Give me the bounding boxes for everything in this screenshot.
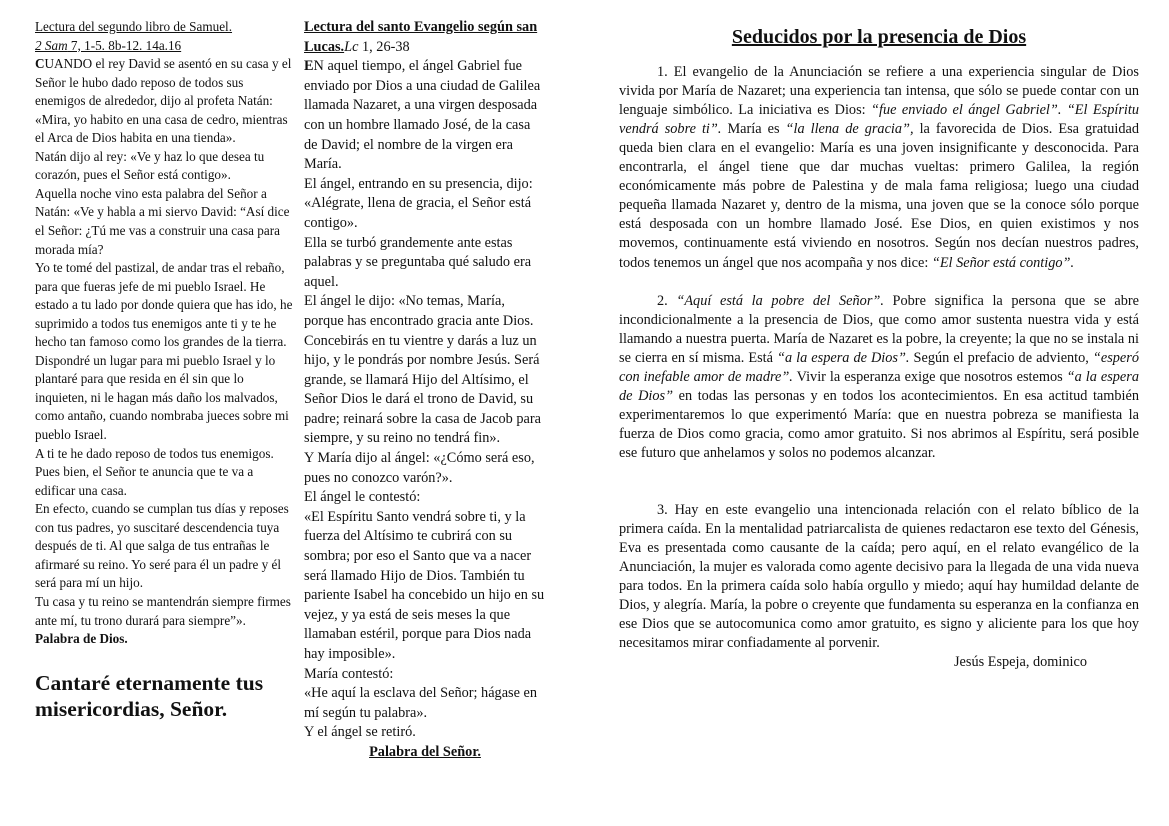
gospel-ref-rest: 1, 26-38: [358, 38, 410, 55]
reflection-author: Jesús Espeja, dominico: [953, 654, 1087, 671]
first-reading-paragraph: En efecto, cuando se cumplan tus días y reposes con tus padres, yo suscitaré descendencia tuya después de ti. Al que salga de tus entrañas le afirmaré su reino. Yo seré para él un padre y él será para mí un hijo.: [35, 501, 289, 591]
first-reading-column: [35, 18, 293, 722]
reflection-paragraph-1: 1. El evangelio de la Anunciación se refiere a una experiencia singular de Dios vivida por María de Nazaret; una experiencia tan intensa, que sólo se puede contar con un lenguaje simbólico. La iniciativa es Dios: “fue enviado el ángel Gabriel”. “El Espíritu vendrá sobre ti”. María es “la llena de gracia”, la favorecida de Dios. Esa gratuidad queda bien clara en el evangelio: María es una joven insignificante y desconocida. Para encontrarla, el ángel tiene que dar muchas vueltas: primero Galilea, la región económicamente más pobre de Palestina y de mala fama religiosa; luego una ciudad pequeña llamada Nazaret y, dentro de la misma, una joven que se la conoce sólo porque está desposada con un hombre llamado José. Ese Dios, en quien existimos y nos movemos, continuamente está viviendo en nosotros. Según nos decían nuestros padres, todos tenemos un ángel que nos acompaña y nos dice: “El Señor está contigo”.: [619, 64, 1139, 271]
gospel-paragraph: «El Espíritu Santo vendrá sobre ti, y la fuerza del Altísimo te cubrirá con su sombra; por eso el Santo que va a nacer será llamado Hijo de Dios. También tu pariente Isabel ha concebido un hijo en su vejez, y ya está de seis meses la que llamaban estéril, porque para Dios nada hay imposible».: [304, 508, 545, 662]
gospel-column: [304, 18, 546, 763]
gospel-paragraph: El ángel le dijo: «No temas, María, porque has encontrado gracia ante Dios. Concebirás en tu vientre y darás a luz un hijo, y le pondrás por nombre Jesús. Será grande, se llamará Hijo del Altísimo, el Señor Dios le dará el trono de David, su padre; reinará sobre la casa de Jacob para siempre, y su reino no tendrá fin».: [304, 293, 541, 447]
first-reading-paragraph: Tu casa y tu reino se mantendrán siempre firmes ante mí, tu trono durará para siempre”».: [35, 593, 291, 628]
gospel-heading: [304, 18, 546, 57]
gospel-paragraph: El ángel, entrando en su presencia, dijo: «Alégrate, llena de gracia, el Señor está contigo».: [304, 175, 533, 231]
reflection-paragraph-3: 3. Hay en este evangelio una intencionada relación con el relato bíblico de la primera caída. En la mentalidad patriarcalista de quienes redactaron ese texto del Génesis, Eva es presentada como causante de la caída; pero aquí, en el relato evangélico de la Anunciación, la mujer es valorada como agente decisivo para la llegada de una vida nueva para todos. En la primera caída solo había orgullo y miedo; aquí hay humildad delante de Dios, y alegría. María, la pobre o creyente que fundamenta su esperanza en la confianza en ese Dios que se autocomunica como amor gratuito, es signo y aliciente para los que hoy necesitamos mirar confiadamente al porvenir.: [619, 501, 1140, 652]
first-reading-paragraph: A ti te he dado reposo de todos tus enemigos. Pues bien, el Señor te anuncia que te va a edificar una casa.: [35, 445, 274, 498]
first-reading-closing: Palabra de Dios.: [35, 631, 128, 647]
psalm-refrain: Cantaré eternamente tus misericordias, Señor.: [35, 670, 264, 721]
gospel-ref-book: Lc: [344, 38, 359, 55]
first-reading-paragraph: Yo te tomé del pastizal, de andar tras el rebaño, para que fueras jefe de mi pueblo Israel. He estado a tu lado por donde quiera que has ido, he suprimido a todos tus enemigos ante ti y te he hecho tan famoso como los grandes de la tierra. Dispondré un lugar para mi pueblo Israel y lo plantaré para que resida en él sin que lo inquieten, ni le hagan más daño los malvados, como antaño, cuando nombraba jueces sobre mi pueblo Israel.: [35, 260, 293, 443]
gospel-paragraph: Y el ángel se retiró.: [304, 724, 416, 741]
gospel-paragraph: Y María dijo al ángel: «¿Cómo será eso, pues no conozco varón?».: [304, 450, 535, 486]
first-reading-paragraph: Natán dijo al rey: «Ve y haz lo que desea tu corazón, pues el Señor está contigo».: [35, 148, 265, 183]
first-reading-paragraph: «Mira, yo habito en una casa de cedro, mientras el Arca de Dios habita en una tienda».: [35, 111, 288, 146]
drop-cap: E: [304, 58, 314, 75]
reflection-title: Seducidos por la presencia de Dios: [731, 26, 1027, 48]
gospel-paragraph: Ella se turbó grandemente ante estas palabras y se preguntaba qué saludo era aquel.: [304, 234, 532, 290]
first-reading-paragraph: CUANDO el rey David se asentó en su casa y el Señor le hubo dado reposo de todos sus enemigos de alrededor, dijo al profeta Natán:: [35, 56, 292, 109]
reflection-column: [619, 18, 1139, 672]
gospel-paragraph: El ángel le contestó:: [304, 489, 421, 506]
gospel-paragraph: «He aquí la esclava del Señor; hágase en mí según tu palabra».: [304, 685, 538, 721]
reflection-paragraph-2: 2. “Aquí está la pobre del Señor”. Pobre significa la persona que se abre incondicionalmente a la presencia de Dios, que como amor sustenta nuestra vida y está llamando a nuestra puerta. María de Nazaret es la pobre, la creyente; la que no se instala ni se cierra en sí misma. Está “a la espera de Dios”. Según el prefacio de adviento, “esperó con inefable amor de madre”. Vivir la esperanza exige que nosotros estemos “a la espera de Dios” en todas las personas y en todos los acontecimientos. En esa actitud también experimentaremos lo que experimentó María: que en nuestra pobreza se manifiesta la fuerza de Dios como gracia, como amor gratuito. Si nos abrimos al Espíritu, será posible ese futuro que anhelamos y solos no podemos alcanzar.: [619, 292, 1140, 461]
gospel-title: Lectura del santo Evangelio según san Lucas.: [304, 19, 538, 55]
first-reading-title: Lectura del segundo libro de Samuel.: [35, 19, 233, 34]
gospel-closing: Palabra del Señor.: [369, 743, 481, 760]
gospel-paragraph: María contestó:: [304, 665, 394, 682]
first-reading-paragraph: Aquella noche vino esta palabra del Señor a Natán: «Ve y habla a mi siervo David: “Así dice el Señor: ¿Tú me vas a construir una casa para morada mía?: [35, 185, 290, 257]
drop-cap: C: [35, 56, 45, 72]
gospel-paragraph: EN aquel tiempo, el ángel Gabriel fue enviado por Dios a una ciudad de Galilea llamada Nazaret, a una virgen desposada con un hombre llamado José, de la casa de David; el nombre de la virgen era María.: [304, 58, 541, 173]
first-reading-reference: 2 Sam 7, 1-5. 8b-12. 14a.16: [35, 37, 182, 53]
